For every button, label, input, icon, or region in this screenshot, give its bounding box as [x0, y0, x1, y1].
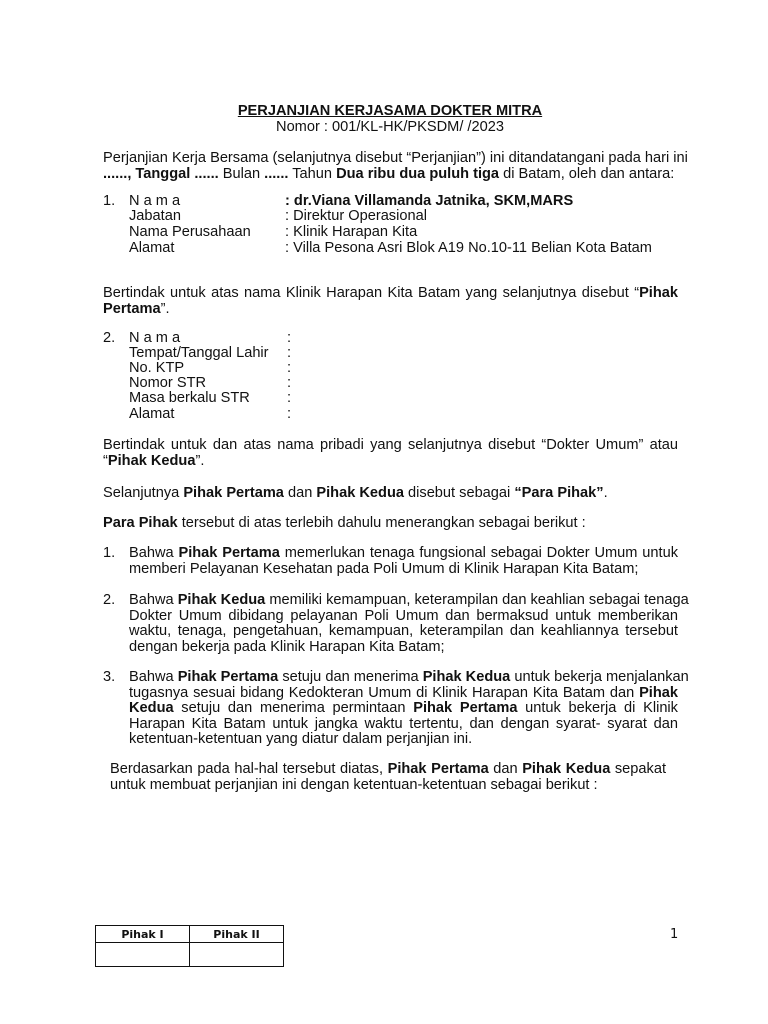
text-run: ”.	[195, 453, 205, 469]
text-line	[129, 732, 472, 746]
text-line	[110, 778, 598, 792]
party2-label: Nomor STR	[129, 375, 207, 391]
bold-text: Pihak Pertama	[387, 761, 489, 777]
text-run: .	[603, 485, 608, 501]
text-run: dan	[283, 485, 317, 501]
bold-text: Pertama	[103, 301, 161, 317]
signature-cell-pihak-2	[190, 943, 284, 967]
text-line	[103, 454, 204, 468]
bold-text: Pihak Pertama	[177, 669, 279, 685]
bold-text: Pihak Kedua	[522, 761, 611, 777]
text-run: Bulan	[222, 166, 265, 182]
party2-value: :	[287, 390, 292, 406]
text-line	[129, 546, 678, 560]
text-run: tersebut di atas terlebih dahulu menerangkan sebagai berikut :	[177, 515, 586, 531]
party1-value: : dr.Viana Villamanda Jatnika, SKM,MARS	[285, 193, 574, 209]
text-run: memberi Pelayanan Kesehatan pada Poli Umum di Klinik Harapan Kita Batam;	[129, 561, 639, 577]
text-line	[103, 438, 678, 452]
text-run: memerlukan tenaga fungsional sebagai Dokter Umum untuk	[279, 545, 678, 561]
party2-label: Alamat	[129, 406, 175, 422]
text-line	[103, 167, 674, 181]
party1-label: Jabatan	[129, 208, 181, 224]
list-number: 3.	[103, 669, 116, 685]
bold-text: Pihak	[639, 285, 678, 301]
text-line	[110, 762, 666, 776]
text-run: dan	[488, 761, 523, 777]
text-run: Selanjutnya	[103, 485, 184, 501]
text-line	[129, 701, 678, 715]
party2-label: Tempat/Tanggal Lahir	[129, 345, 269, 361]
document-title: PERJANJIAN KERJASAMA DOKTER MITRA	[237, 103, 543, 119]
bold-text: Para Pihak	[103, 515, 178, 531]
text-line	[129, 562, 638, 576]
header-pihak-1: Pihak I	[96, 926, 190, 943]
bold-text: Pihak Kedua	[422, 669, 511, 685]
text-run: Berdasarkan pada hal-hal tersebut diatas,	[110, 761, 388, 777]
text-line	[129, 686, 678, 700]
page-number: 1	[670, 927, 679, 942]
text-run: waktu, tenaga, pengetahuan, kemampuan, keterampilan dan keahliannya tersebut	[129, 623, 678, 639]
bold-text: Pihak Kedua	[177, 592, 266, 608]
bold-text: ......, Tanggal	[103, 166, 195, 182]
header-pihak-2: Pihak II	[190, 926, 284, 943]
text-line	[129, 624, 678, 638]
text-run: Dokter Umum dibidang pelayanan Poli Umum dan bermaksud untuk memberikan	[129, 608, 678, 624]
text-line	[129, 592, 689, 608]
party2-label: N a m a	[129, 330, 181, 346]
bold-text: “Para Pihak”	[514, 485, 604, 501]
text-line	[103, 286, 678, 300]
signature-table	[95, 925, 284, 967]
bold-text: Pihak Kedua	[107, 453, 196, 469]
party2-label: No. KTP	[129, 360, 185, 376]
text-run: dengan bekerja pada Klinik Harapan Kita Batam;	[129, 639, 445, 655]
list-number: 1.	[103, 545, 116, 561]
text-run: Tahun	[288, 166, 337, 182]
signature-cell-pihak-1	[96, 943, 190, 967]
party2-value: :	[287, 345, 292, 361]
bold-text: Kedua	[129, 700, 174, 716]
bold-text: Pihak Pertama	[183, 485, 284, 501]
bold-text: Dua ribu dua puluh tiga	[336, 166, 500, 182]
party1-label: Alamat	[129, 240, 175, 256]
text-run: Perjanjian Kerja Bersama (selanjutnya disebut “Perjanjian”) ini ditandatangani pada hari ini	[103, 150, 688, 166]
text-line	[129, 669, 689, 685]
text-run: Bertindak untuk atas nama Klinik Harapan Kita Batam yang selanjutnya disebut “	[103, 285, 640, 301]
party2-value: :	[287, 375, 292, 391]
text-run: untuk membuat perjanjian ini dengan ketentuan-ketentuan sebagai berikut :	[110, 777, 598, 793]
text-run: Bahwa	[129, 669, 178, 685]
text-run: untuk bekerja di Klinik	[517, 700, 678, 716]
text-line	[129, 609, 678, 623]
bold-text: Pihak Kedua	[316, 485, 404, 501]
text-line	[103, 302, 170, 316]
bold-text: ......	[194, 166, 223, 182]
text-run: untuk bekerja menjalankan	[510, 669, 689, 685]
text-line	[129, 640, 445, 654]
party1-value: : Villa Pesona Asri Blok A19 No.10-11 Belian Kota Batam	[285, 240, 652, 256]
text-line	[103, 150, 688, 166]
text-run: Bahwa	[129, 545, 179, 561]
bold-text: Pihak Pertama	[178, 545, 280, 561]
text-line	[103, 486, 608, 500]
text-run: di Batam, oleh dan antara:	[499, 166, 675, 182]
party1-label: Nama Perusahaan	[129, 224, 251, 240]
party2-value: :	[287, 406, 292, 422]
text-run: ”.	[160, 301, 170, 317]
text-run: “	[103, 453, 108, 469]
bold-text: Pihak	[639, 685, 678, 701]
party2-value: :	[287, 330, 292, 346]
party1-value: : Direktur Operasional	[285, 208, 427, 224]
party2-label: Masa berkalu STR	[129, 390, 250, 406]
bold-text: ......	[264, 166, 289, 182]
party2-value: :	[287, 360, 292, 376]
text-run: ketentuan-ketentuan yang diatur dalam perjanjian ini.	[129, 731, 473, 747]
party1-value: : Klinik Harapan Kita	[285, 224, 418, 240]
list-number: 2.	[103, 592, 116, 608]
list-number: 1.	[103, 193, 116, 209]
text-run: Harapan Kita Batam untuk jangka waktu tertentu, dan dengan syarat- syarat dan	[129, 716, 678, 732]
document-number: Nomor : 001/KL-HK/PKSDM/ /2023	[276, 119, 504, 135]
bold-text: Pihak Pertama	[413, 700, 518, 716]
text-run: setuju dan menerima permintaan	[173, 700, 414, 716]
text-line	[129, 717, 678, 731]
text-run: setuju dan menerima	[278, 669, 423, 685]
party1-label: N a m a	[129, 193, 181, 209]
text-line	[103, 516, 586, 530]
text-run: tugasnya sesuai bidang Kedokteran Umum di Klinik Harapan Kita Batam dan	[129, 685, 640, 701]
list-number: 2.	[103, 330, 116, 346]
text-run: memiliki kemampuan, keterampilan dan keahlian sebagai tenaga	[265, 592, 689, 608]
text-run: Bahwa	[129, 592, 178, 608]
text-run: sepakat	[610, 761, 666, 777]
text-run: disebut sebagai	[403, 485, 515, 501]
text-run: Bertindak untuk dan atas nama pribadi yang selanjutnya disebut “Dokter Umum” atau	[103, 437, 678, 453]
